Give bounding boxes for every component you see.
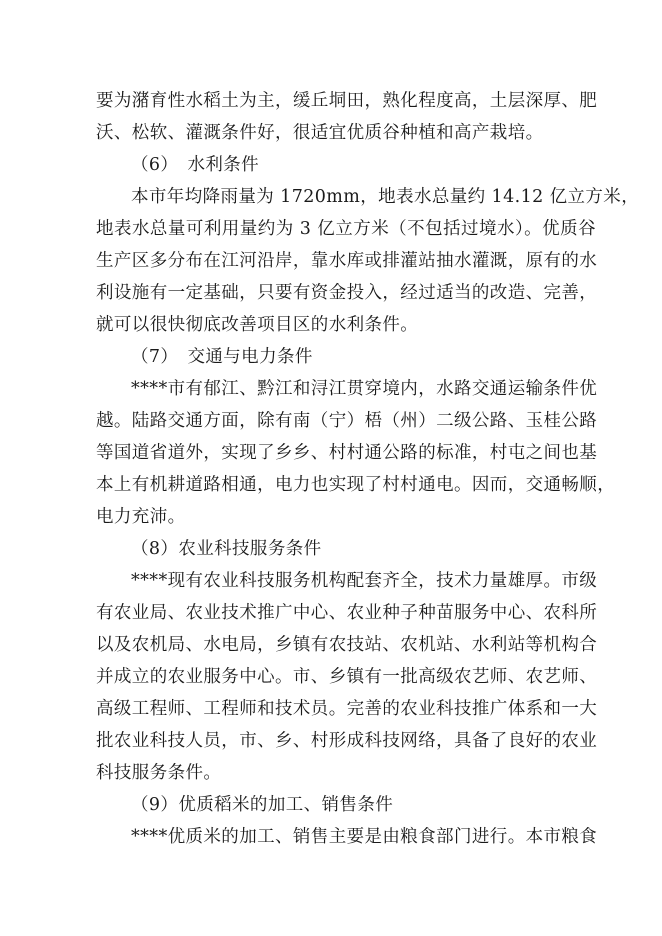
paragraph-first-line: 本市年均降雨量为 1720mm，地表水总量约 14.12 亿立方米，: [131, 187, 640, 207]
body-text-line: 科技服务条件。: [96, 763, 222, 783]
section-heading-6: （6） 水利条件: [131, 155, 260, 175]
section-heading-8: （8）农业科技服务条件: [131, 539, 322, 559]
body-text-line: 高级工程师、工程师和技术员。完善的农业科技推广体系和一大: [96, 699, 598, 719]
body-text-line: 有农业局、农业技术推广中心、农业种子种苗服务中心、农科所: [96, 603, 598, 623]
body-text-line: 本上有机耕道路相通，电力也实现了村村通电。因而，交通畅顺，: [96, 475, 616, 495]
body-text-line: 利设施有一定基础，只要有资金投入，经过适当的改造、完善，: [96, 283, 598, 303]
body-text-line: 要为潴育性水稻土为主，缓丘垌田，熟化程度高，土层深厚、肥: [96, 91, 598, 111]
body-text-line: 等国道省道外，实现了乡乡、村村通公路的标准，村屯之间也基: [96, 443, 598, 463]
body-text-line: 地表水总量可利用量约为 3 亿立方米（不包括过境水）。优质谷: [96, 219, 596, 239]
body-text-line: 并成立的农业服务中心。市、乡镇有一批高级农艺师、农艺师、: [96, 667, 598, 687]
section-heading-7: （7） 交通与电力条件: [131, 347, 313, 367]
paragraph-first-line: ****现有农业科技服务机构配套齐全，技术力量雄厚。市级: [131, 571, 598, 591]
body-text-line: 电力充沛。: [96, 507, 186, 527]
body-text-line: 以及农机局、水电局，乡镇有农技站、农机站、水利站等机构合: [96, 635, 598, 655]
paragraph-first-line: ****市有郁江、黔江和浔江贯穿境内，水路交通运输条件优: [131, 379, 598, 399]
body-text-line: 就可以很快彻底改善项目区的水利条件。: [96, 315, 419, 335]
body-text-line: 沃、松软、灌溉条件好，很适宜优质谷种植和高产栽培。: [96, 123, 544, 143]
body-text-line: 批农业科技人员，市、乡、村形成科技网络，具备了良好的农业: [96, 731, 598, 751]
section-heading-9: （9）优质稻米的加工、销售条件: [131, 795, 394, 815]
body-text-line: 生产区多分布在江河沿岸，靠水库或排灌站抽水灌溉，原有的水: [96, 251, 598, 271]
paragraph-first-line: ****优质米的加工、销售主要是由粮食部门进行。本市粮食: [131, 827, 598, 847]
body-text-line: 越。陆路交通方面，除有南（宁）梧（州）二级公路、玉桂公路: [96, 411, 598, 431]
